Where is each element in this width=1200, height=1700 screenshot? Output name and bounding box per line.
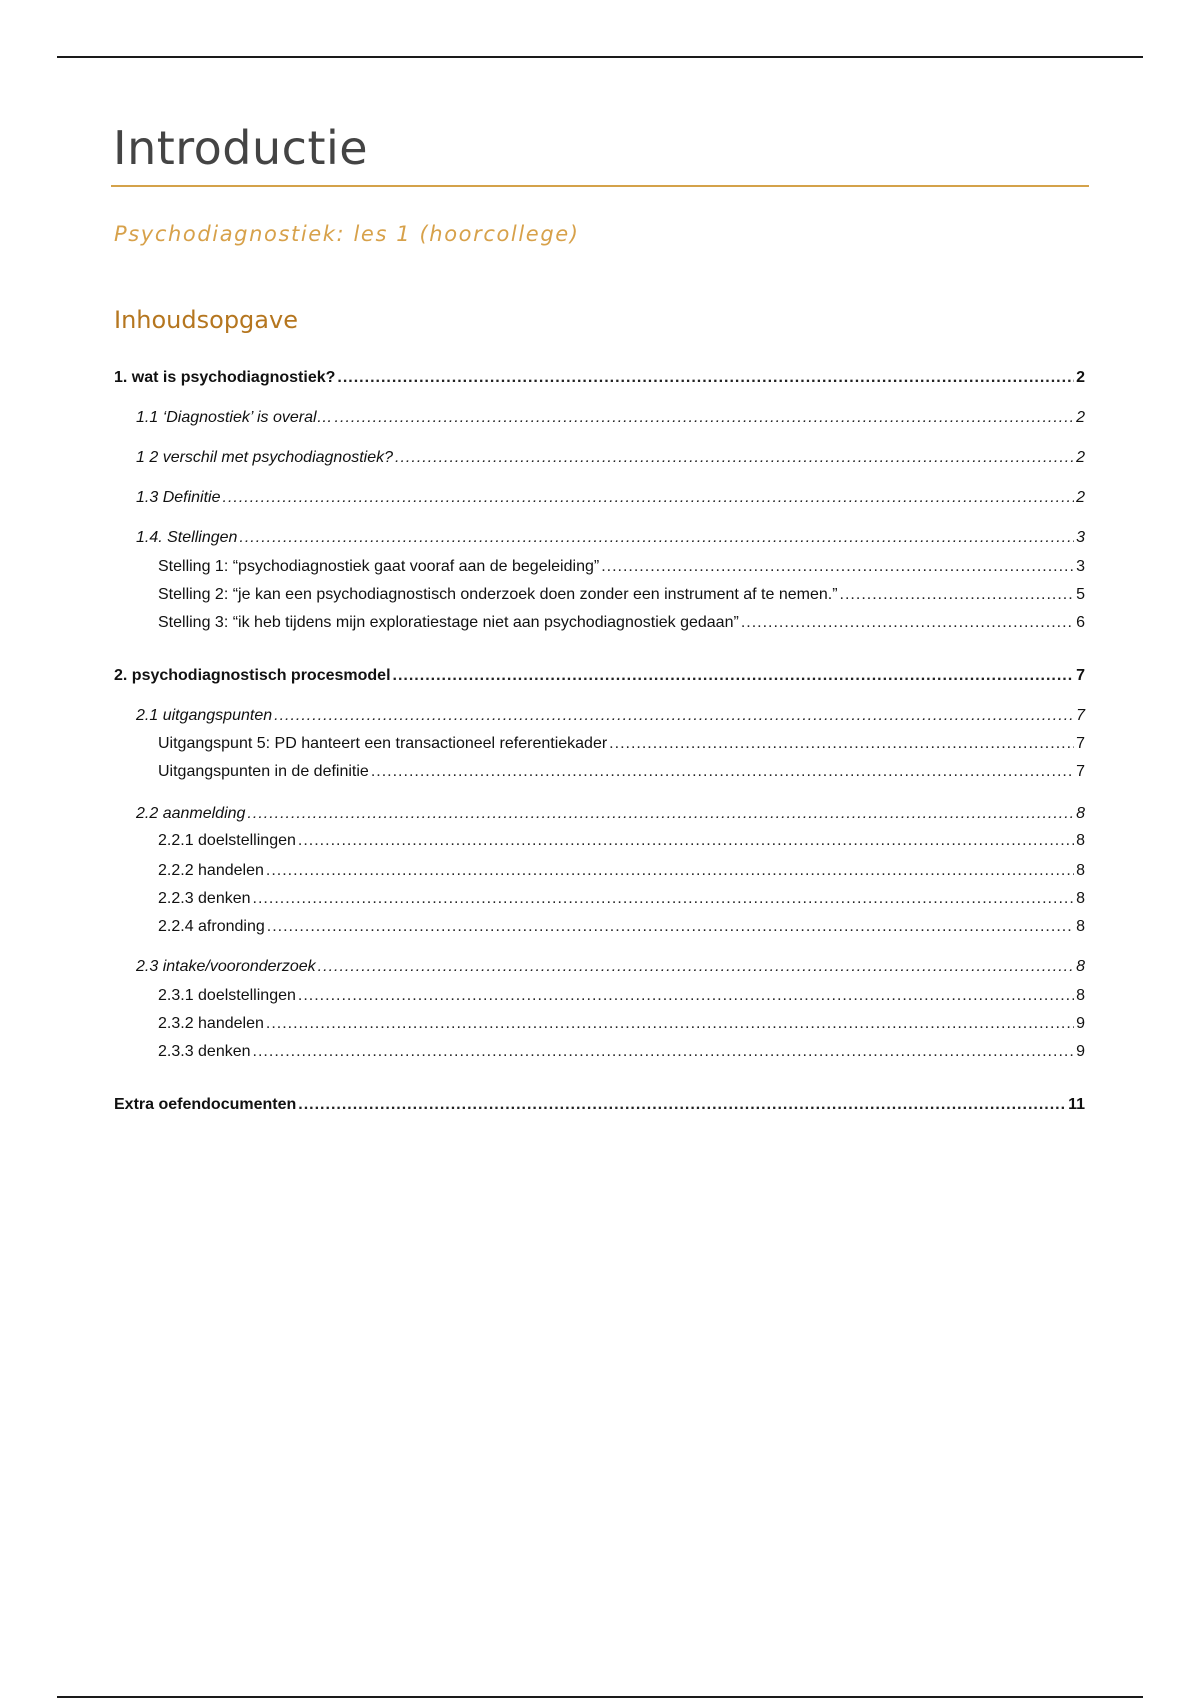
toc-leader xyxy=(247,803,1074,825)
toc-entry-page: 7 xyxy=(1076,735,1085,752)
page-top-rule xyxy=(57,56,1143,58)
toc-leader xyxy=(337,367,1074,389)
toc-entry-label: Stelling 1: “psychodiagnostiek gaat vooraf aan de begeleiding” xyxy=(158,558,600,575)
toc-entry-page: 7 xyxy=(1076,667,1085,684)
toc-entry-label: 2.2.3 denken xyxy=(158,890,251,907)
toc-leader xyxy=(609,733,1074,755)
toc-leader xyxy=(223,487,1075,509)
toc-entry[interactable] xyxy=(0,803,1085,825)
toc-entry-label: 2.2.2 handelen xyxy=(158,862,264,879)
toc-entry-label: 1. wat is psychodiagnostiek? xyxy=(114,369,336,386)
toc-entry[interactable] xyxy=(0,527,1085,549)
toc-entry-page: 2 xyxy=(1076,409,1085,426)
toc-entry-page: 6 xyxy=(1076,614,1085,631)
toc-heading: Inhoudsopgave xyxy=(114,306,298,334)
toc-entry-label: 2.3.2 handelen xyxy=(158,1015,264,1032)
toc-entry-label: Stelling 2: “je kan een psychodiagnostisch onderzoek doen zonder een instrument af te nemen.” xyxy=(158,586,838,603)
title-underline xyxy=(111,185,1089,187)
toc-entry[interactable] xyxy=(0,407,1085,429)
toc-entry-label: Uitgangspunten in de definitie xyxy=(158,763,369,780)
toc-entry-label: 2.3 intake/vooronderzoek xyxy=(136,958,316,975)
toc-entry-page: 8 xyxy=(1076,805,1085,822)
toc-entry-page: 11 xyxy=(1068,1096,1085,1113)
toc-entry[interactable] xyxy=(0,956,1085,978)
toc-leader xyxy=(266,1013,1074,1035)
toc-entry[interactable] xyxy=(0,556,1085,578)
toc-entry[interactable] xyxy=(0,830,1085,852)
toc-entry-label: Uitgangspunt 5: PD hanteert een transactioneel referentiekader xyxy=(158,735,608,752)
toc-entry-page: 2 xyxy=(1076,369,1085,386)
toc-leader xyxy=(371,761,1074,783)
toc-leader xyxy=(267,916,1074,938)
toc-leader xyxy=(601,556,1074,578)
toc-entry[interactable] xyxy=(0,985,1085,1007)
toc-entry[interactable] xyxy=(0,888,1085,910)
toc-entry[interactable] xyxy=(0,1041,1085,1063)
toc-leader xyxy=(393,665,1075,687)
toc-entry-label: 2.2 aanmelding xyxy=(136,805,246,822)
toc-leader xyxy=(298,1094,1066,1116)
toc-leader xyxy=(318,956,1074,978)
toc-entry-label: 1.3 Definitie xyxy=(136,489,221,506)
toc-leader xyxy=(298,985,1074,1007)
toc-entry-page: 8 xyxy=(1076,987,1085,1004)
toc-entry-label: 1.4. Stellingen xyxy=(136,529,238,546)
toc-entry-label: 2.3.3 denken xyxy=(158,1043,251,1060)
toc-entry-page: 3 xyxy=(1076,529,1085,546)
toc-entry-label: 2.1 uitgangspunten xyxy=(136,707,273,724)
toc-entry[interactable] xyxy=(0,860,1085,882)
toc-entry-page: 3 xyxy=(1076,558,1085,575)
toc-entry-label: 2. psychodiagnostisch procesmodel xyxy=(114,667,391,684)
toc-entry-label: 2.2.4 afronding xyxy=(158,918,265,935)
page-bottom-rule xyxy=(57,1696,1143,1698)
toc-entry-page: 8 xyxy=(1076,958,1085,975)
toc-entry-label: 1 2 verschil met psychodiagnostiek? xyxy=(136,449,394,466)
toc-entry[interactable] xyxy=(0,1013,1085,1035)
toc-leader xyxy=(274,705,1074,727)
toc-entry-page: 9 xyxy=(1076,1015,1085,1032)
toc-entry[interactable] xyxy=(0,761,1085,783)
toc-entry[interactable] xyxy=(0,447,1085,469)
toc-entry[interactable] xyxy=(0,584,1085,606)
document-title: Introductie xyxy=(113,121,369,175)
toc-entry-page: 8 xyxy=(1076,832,1085,849)
toc-leader xyxy=(253,1041,1075,1063)
document-subtitle: Psychodiagnostiek: les 1 (hoorcollege) xyxy=(114,222,580,246)
toc-entry-page: 2 xyxy=(1076,449,1085,466)
toc-entry-label: Stelling 3: “ik heb tijdens mijn exploratiestage niet aan psychodiagnostiek gedaan” xyxy=(158,614,739,631)
toc-entry[interactable] xyxy=(0,612,1085,634)
toc-entry-page: 8 xyxy=(1076,862,1085,879)
toc-entry[interactable] xyxy=(0,733,1085,755)
toc-leader xyxy=(298,830,1074,852)
toc-entry-label: 2.2.1 doelstellingen xyxy=(158,832,296,849)
toc-entry-label: 1.1 ‘Diagnostiek’ is overal… xyxy=(136,409,333,426)
toc-leader xyxy=(335,407,1075,429)
toc-entry[interactable] xyxy=(0,665,1085,687)
toc-entry-page: 9 xyxy=(1076,1043,1085,1060)
toc-entry[interactable] xyxy=(0,916,1085,938)
toc-entry-page: 2 xyxy=(1076,489,1085,506)
toc-leader xyxy=(741,612,1074,634)
toc-leader xyxy=(239,527,1074,549)
toc-leader xyxy=(395,447,1074,469)
toc-entry[interactable] xyxy=(0,487,1085,509)
toc-entry-page: 5 xyxy=(1076,586,1085,603)
toc-leader xyxy=(253,888,1075,910)
toc-entry-page: 8 xyxy=(1076,918,1085,935)
toc-entry-page: 7 xyxy=(1076,707,1085,724)
toc-leader xyxy=(266,860,1074,882)
toc-leader xyxy=(840,584,1075,606)
toc-entry[interactable] xyxy=(0,1094,1085,1116)
toc-entry[interactable] xyxy=(0,705,1085,727)
toc-entry-label: 2.3.1 doelstellingen xyxy=(158,987,296,1004)
toc-entry-page: 8 xyxy=(1076,890,1085,907)
toc-entry-label: Extra oefendocumenten xyxy=(114,1096,297,1113)
toc-entry[interactable] xyxy=(0,367,1085,389)
toc-entry-page: 7 xyxy=(1076,763,1085,780)
